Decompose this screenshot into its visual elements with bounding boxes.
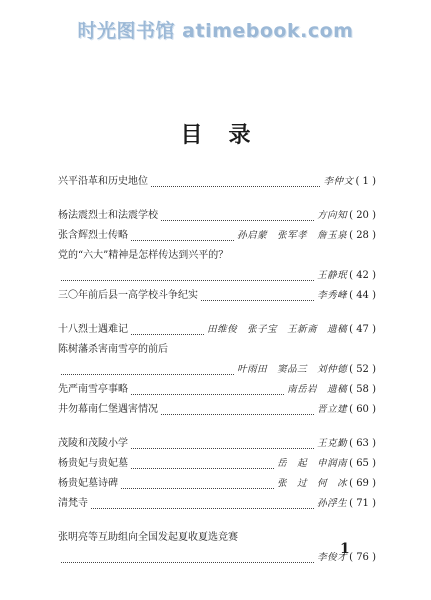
leader-dots [131,456,274,469]
toc-entry [58,474,376,494]
entry-title: 张明亮等互助组向全国发起夏收夏选竞赛 [58,532,238,543]
leader-dots [61,550,314,563]
entry-author: 张 过 何 冰 [277,478,348,489]
toc-entry [58,226,376,246]
leader-dots [161,208,314,221]
entry-page: ( 28 ) [349,230,376,241]
entry-page: ( 44 ) [349,290,376,301]
table-of-contents [58,172,376,568]
leader-dots [151,174,320,187]
leader-dots [201,288,314,301]
group-gap [58,420,376,434]
entry-page: ( 42 ) [349,270,376,281]
toc-entry [58,380,376,400]
group-gap [58,192,376,206]
page-number: 1 [340,541,350,557]
group-gap [58,514,376,528]
entry-page: ( 69 ) [349,478,376,489]
entry-author: 田维俊 张子宝 王新斋 遗稿 [207,324,348,335]
watermark [6,8,425,50]
entry-title: 杨贵妃墓诗碑 [58,478,118,489]
entry-page: ( 52 ) [349,364,376,375]
entry-title: 茂陵和茂陵小学 [58,438,128,449]
entry-page: ( 58 ) [349,384,376,395]
entry-page: ( 65 ) [349,458,376,469]
page-title: 目录 [180,123,277,148]
entry-author: 李俊才 [317,552,348,563]
entry-page: ( 20 ) [349,210,376,221]
entry-title: 十八烈士遇难记 [58,324,128,335]
toc-entry [58,246,376,286]
leader-dots [131,322,204,335]
entry-author: 孙浮生 [317,498,348,509]
leader-dots [61,268,314,281]
leader-dots [161,402,314,415]
entry-page: ( 71 ) [349,498,376,509]
entry-author: 李秀峰 [317,290,348,301]
leader-dots [121,476,274,489]
toc-entry [58,528,376,568]
entry-author: 王克勤 [317,438,348,449]
toc-entry [58,206,376,226]
entry-author: 南岳岩 遗稿 [287,384,348,395]
entry-author: 晋立建 [317,404,348,415]
entry-title: 井勿幕南仁堡遇害情况 [58,404,158,415]
entry-title: 三〇年前后县一高学校斗争纪实 [58,290,198,301]
leader-dots [61,362,234,375]
entry-title: 张含辉烈士传略 [58,230,128,241]
entry-author: 岳 起 申润南 [277,458,348,469]
toc-entry [58,286,376,306]
entry-author: 孙启蒙 张军孝 詹玉泉 [237,230,348,241]
entry-title: 陈树藩杀害南雪亭的前后 [58,344,168,355]
entry-title: 兴平沿革和历史地位 [58,176,148,187]
entry-title: 先严南雪亭事略 [58,384,128,395]
entry-author: 叶雨田 窦品三 刘仲德 [237,364,348,375]
leader-dots [91,496,314,509]
toc-entry [58,172,376,192]
leader-dots [131,436,314,449]
toc-entry [58,340,376,380]
entry-page: ( 63 ) [349,438,376,449]
toc-entry [58,400,376,420]
entry-author: 王静珉 [317,270,348,281]
leader-dots [131,228,234,241]
entry-page: ( 60 ) [349,404,376,415]
group-gap [58,306,376,320]
entry-title: 党的“六大”精神是怎样传达到兴平的？ [58,250,229,261]
entry-page: ( 76 ) [349,552,376,563]
watermark-text: 时光图书馆 atimebook.com [77,19,354,42]
toc-entry [58,454,376,474]
entry-page: ( 1 ) [355,176,376,187]
entry-author: 方向知 [317,210,348,221]
entry-title: 杨贵妃与贵妃墓 [58,458,128,469]
toc-entry [58,320,376,340]
entry-author: 李仲文 [323,176,354,187]
leader-dots [131,382,284,395]
entry-page: ( 47 ) [349,324,376,335]
entry-title: 杨法震烈士和法震学校 [58,210,158,221]
toc-entry [58,434,376,454]
toc-entry [58,494,376,514]
entry-title: 清梵寺 [58,498,88,509]
